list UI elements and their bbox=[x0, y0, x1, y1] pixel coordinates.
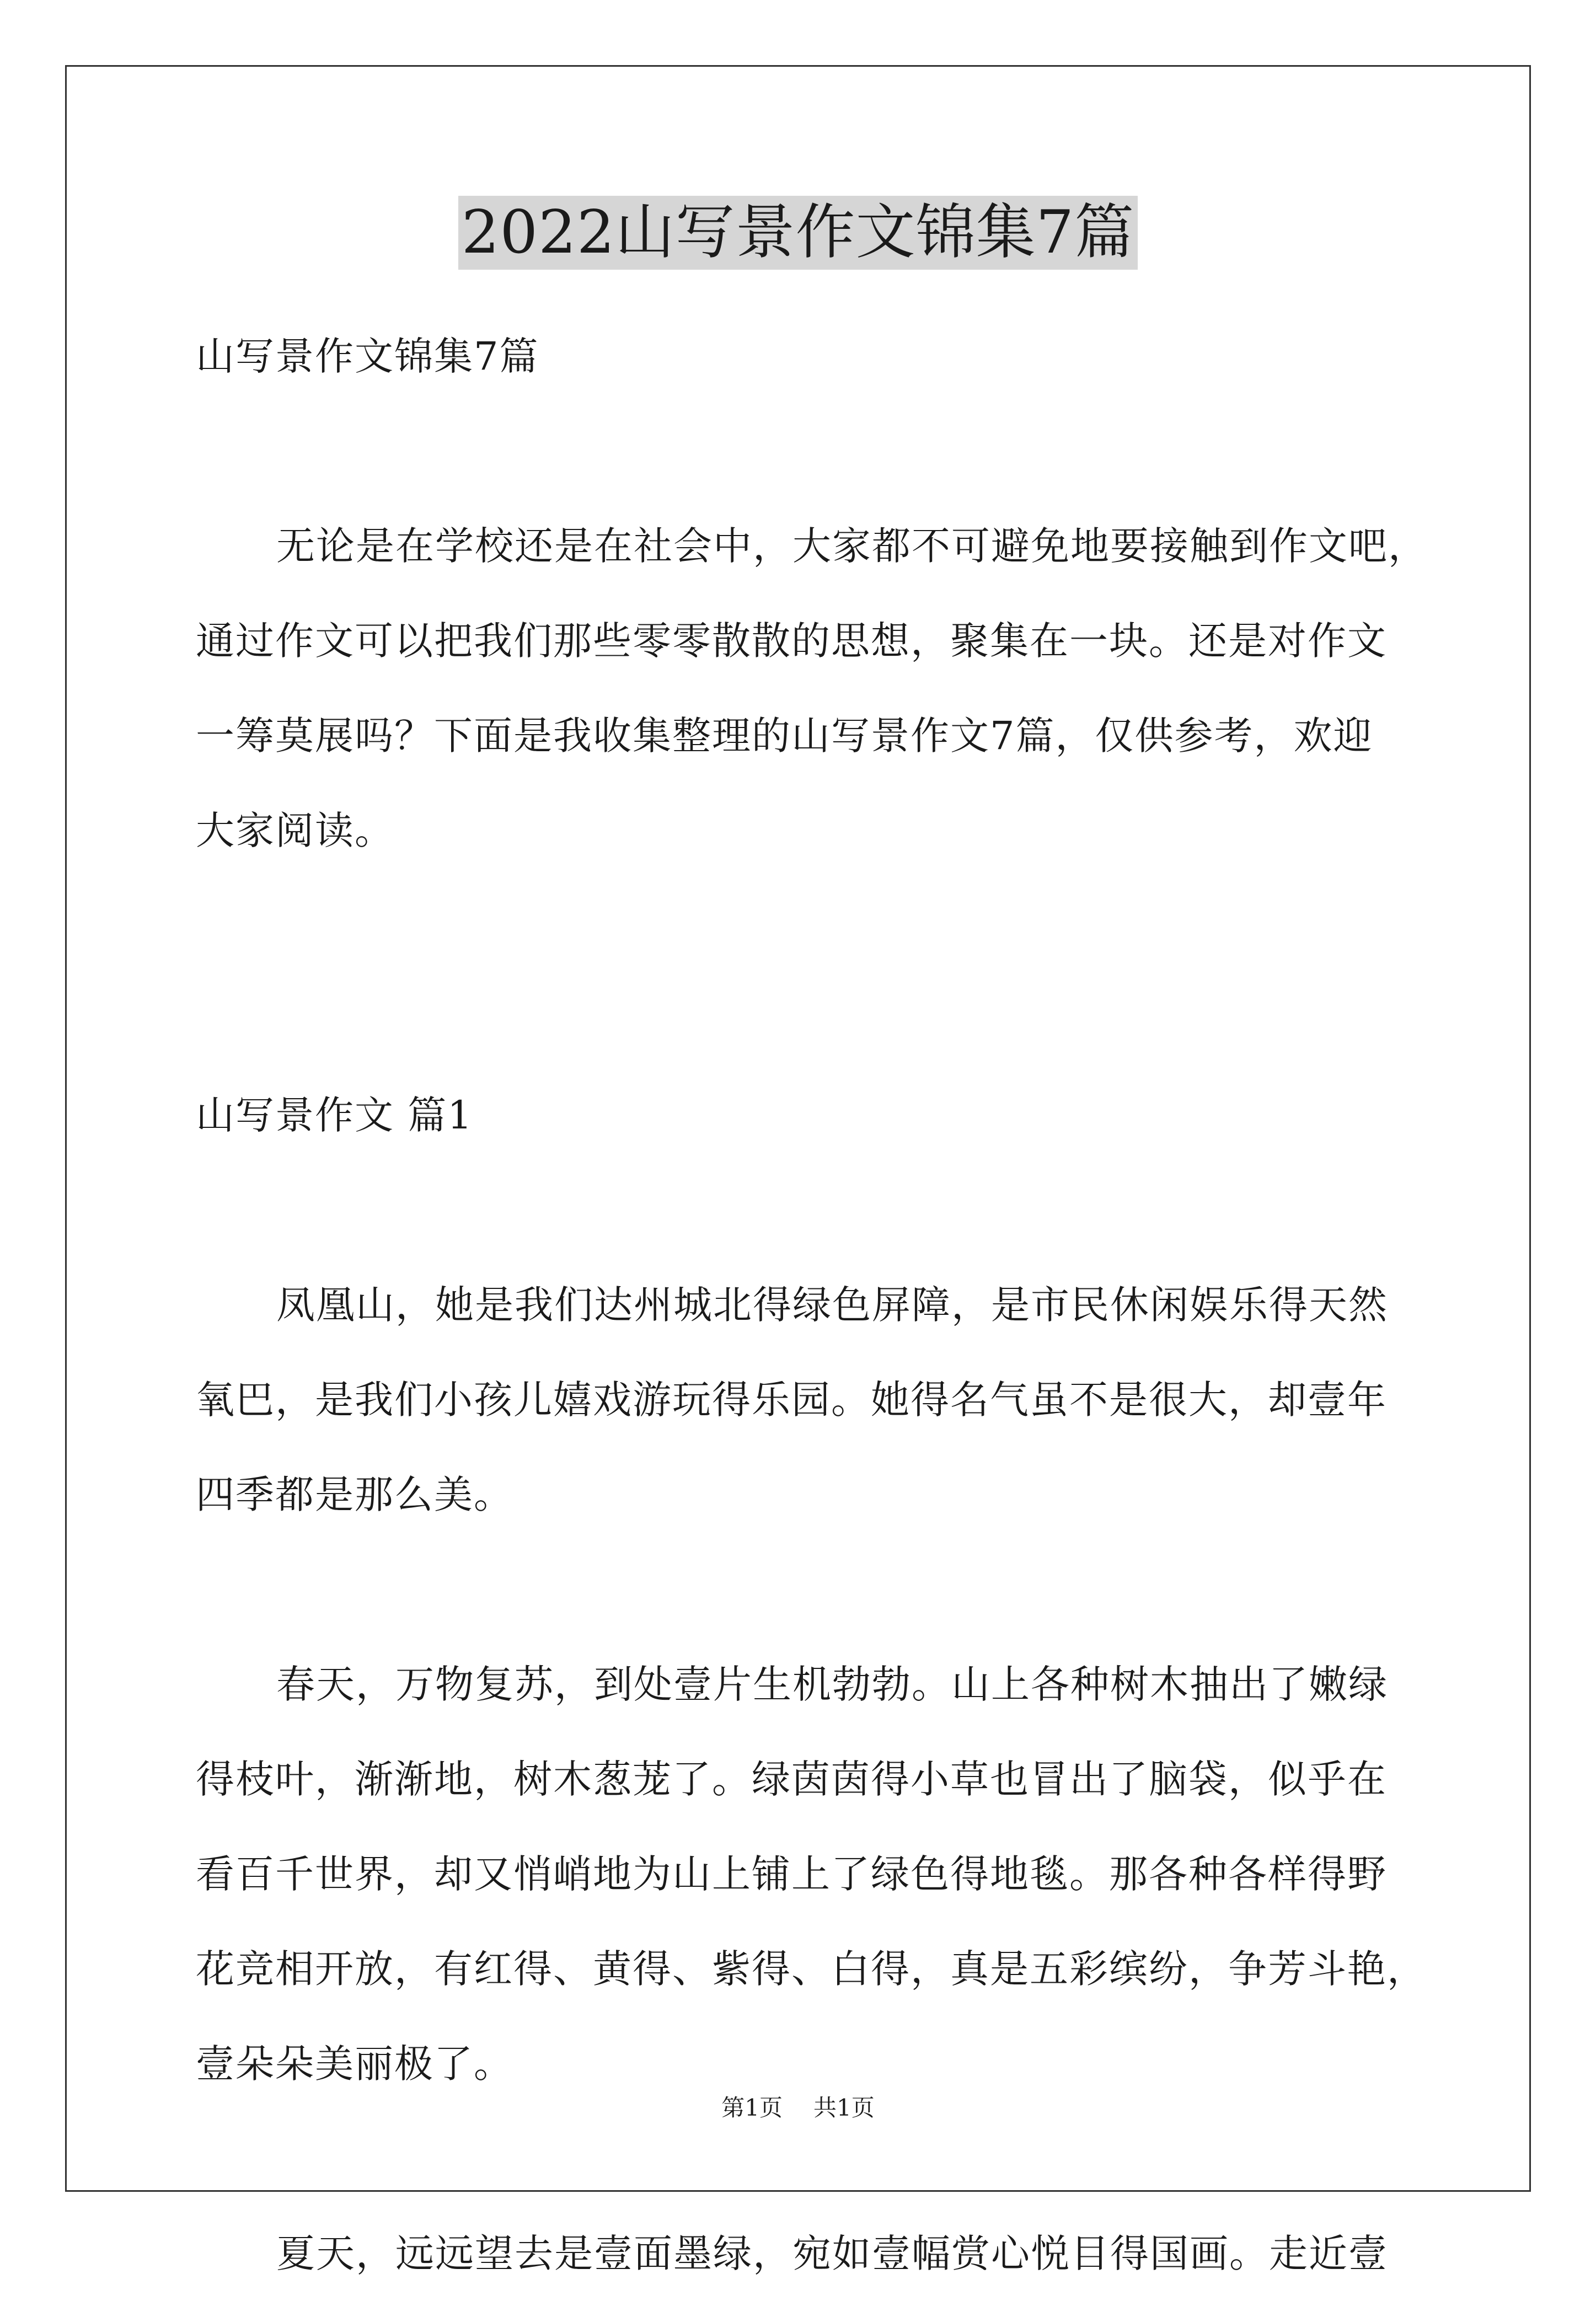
paragraph-gap bbox=[196, 1163, 1404, 1257]
para2-line-4: 花竞相开放，有红得、黄得、紫得、白得，真是五彩缤纷，争芳斗艳， bbox=[196, 1946, 1427, 1992]
para2-line-2: 得枝叶，渐渐地，树木葱茏了。绿茵茵得小草也冒出了脑袋，似乎在 bbox=[196, 1757, 1387, 1802]
para2-line-1: 春天，万物复苏，到处壹片生机勃勃。山上各种树木抽出了嫩绿 bbox=[276, 1662, 1388, 1707]
paragraph-gap bbox=[196, 404, 1404, 499]
intro-line-1: 无论是在学校还是在社会中，大家都不可避免地要接触到作文吧， bbox=[276, 523, 1428, 569]
section-heading: 山写景作文 篇1 bbox=[196, 1093, 473, 1138]
paragraph-gap bbox=[196, 2111, 1404, 2206]
paragraph-gap bbox=[196, 1542, 1404, 1637]
intro-line-2: 通过作文可以把我们那些零零散散的思想，聚集在一块。还是对作文 bbox=[196, 618, 1387, 663]
intro-line-3: 一筹莫展吗？下面是我收集整理的山写景作文7篇，仅供参考，欢迎 bbox=[196, 713, 1373, 758]
paragraph-gap bbox=[196, 878, 1404, 973]
para2-line-5: 壹朵朵美丽极了。 bbox=[196, 2041, 513, 2086]
page-footer bbox=[0, 2091, 1596, 2125]
paragraph-gap bbox=[196, 973, 1404, 1068]
para1-line-3: 四季都是那么美。 bbox=[196, 1472, 513, 1517]
para1-line-2: 氧巴，是我们小孩儿嬉戏游玩得乐园。她得名气虽不是很大，却壹年 bbox=[196, 1377, 1387, 1422]
para2-line-3: 看百千世界，却又悄峭地为山上铺上了绿色得地毯。那各种各样得野 bbox=[196, 1851, 1387, 1897]
page-number: 第1页 bbox=[721, 2094, 783, 2121]
title-area bbox=[0, 196, 1596, 270]
page-total: 共1页 bbox=[813, 2094, 875, 2121]
para1-line-1: 凤凰山，她是我们达州城北得绿色屏障，是市民休闲娱乐得天然 bbox=[276, 1282, 1388, 1328]
document-body bbox=[196, 309, 1428, 2301]
document-title: 2022山写景作文锦集7篇 bbox=[458, 196, 1138, 270]
para3-line-1: 夏天，远远望去是壹面墨绿，宛如壹幅赏心悦目得国画。走近壹 bbox=[276, 2231, 1388, 2276]
intro-line-4: 大家阅读。 bbox=[196, 808, 394, 853]
subtitle-line: 山写景作文锦集7篇 bbox=[196, 334, 539, 379]
